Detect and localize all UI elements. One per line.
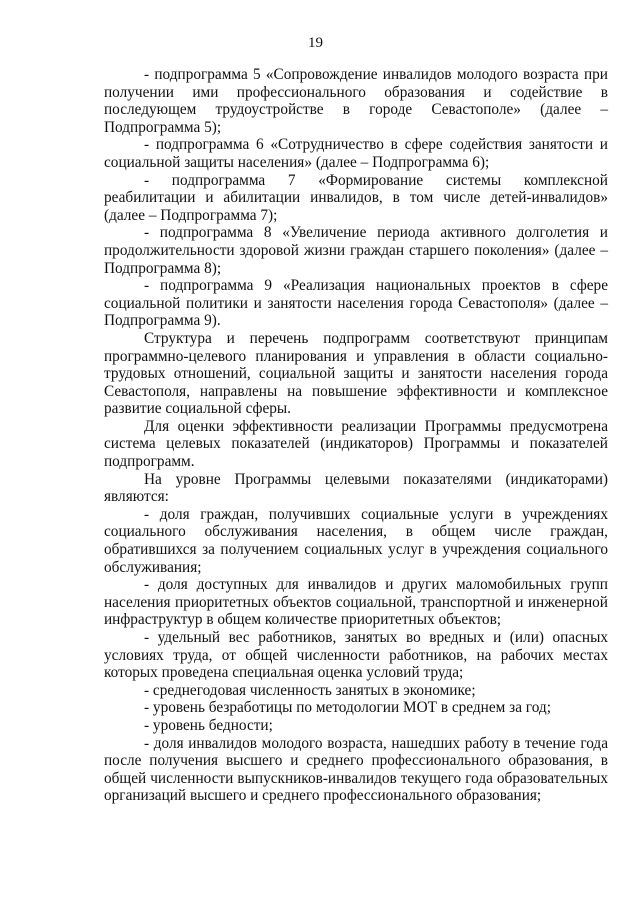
- paragraph-structure: Структура и перечень подпрограмм соответствуют принципам программно-целевого планирования и управления в области социально-трудовых отношений, социальной защиты и занятости населения города Севастополя, направлены на повышение эффективности и комплексное развитие социальной сферы.: [104, 329, 608, 418]
- indicator-young-disabled-employment: - доля инвалидов молодого возраста, нашедших работу в течение года после получения высшего и среднего профессионального образования, в общей численности выпускников-инвалидов текущего года образовательных организаций высшего и среднего профессионального образования;: [104, 734, 608, 805]
- paragraph-subprogram-9: - подпрограмма 9 «Реализация национальных проектов в сфере социальной политики и занятости населения города Севастополя» (далее – Подпрограмма 9).: [104, 277, 608, 330]
- paragraph-subprogram-7: - подпрограмма 7 «Формирование системы комплексной реабилитации и абилитации инвалидов, в том числе детей-инвалидов» (далее – Подпрограмма 7);: [104, 171, 608, 224]
- indicator-hazardous-work-share: - удельный вес работников, занятых во вредных и (или) опасных условиях труда, от общей численности работников, на рабочих местах которых проведена специальная оценка условий труда;: [104, 629, 608, 682]
- paragraph-evaluation: Для оценки эффективности реализации Программы предусмотрена система целевых показателей (индикаторов) Программы и показателей подпрограмм.: [104, 417, 608, 471]
- paragraph-subprogram-6: - подпрограмма 6 «Сотрудничество в сфере содействия занятости и социальной защиты населения» (далее – Подпрограмма 6);: [104, 136, 608, 171]
- indicator-unemployment-rate: - уровень безработицы по методологии МОТ в среднем за год;: [144, 699, 551, 717]
- page-number: 19: [308, 35, 323, 51]
- document-body: [104, 66, 608, 805]
- indicator-poverty-level: - уровень бедности;: [144, 716, 273, 734]
- paragraph-subprogram-8: - подпрограмма 8 «Увеличение периода активного долголетия и продолжительности здоровой жизни граждан старшего поколения» (далее – Подпрограмма 8);: [104, 224, 608, 277]
- paragraph-subprogram-5: - подпрограмма 5 «Сопровождение инвалидов молодого возраста при получении ими профессионального образования и содействие в последующем трудоустройстве в городе Севастополе» (далее – Подпрограмма 5);: [104, 66, 608, 136]
- paragraph-indicators-intro: На уровне Программы целевыми показателями (индикаторами) являются:: [104, 470, 608, 506]
- indicator-employment: - среднегодовая численность занятых в экономике;: [144, 681, 476, 699]
- indicator-social-services-share: - доля граждан, получивших социальные услуги в учреждениях социального обслуживания населения, в общем числе граждан, обратившихся за получением социальных услуг в учреждения социального обслуживания;: [104, 505, 608, 576]
- indicator-accessible-objects-share: - доля доступных для инвалидов и других маломобильных групп населения приоритетных объектов социальной, транспортной и инженерной инфраструктур в общем количестве приоритетных объектов;: [104, 576, 608, 629]
